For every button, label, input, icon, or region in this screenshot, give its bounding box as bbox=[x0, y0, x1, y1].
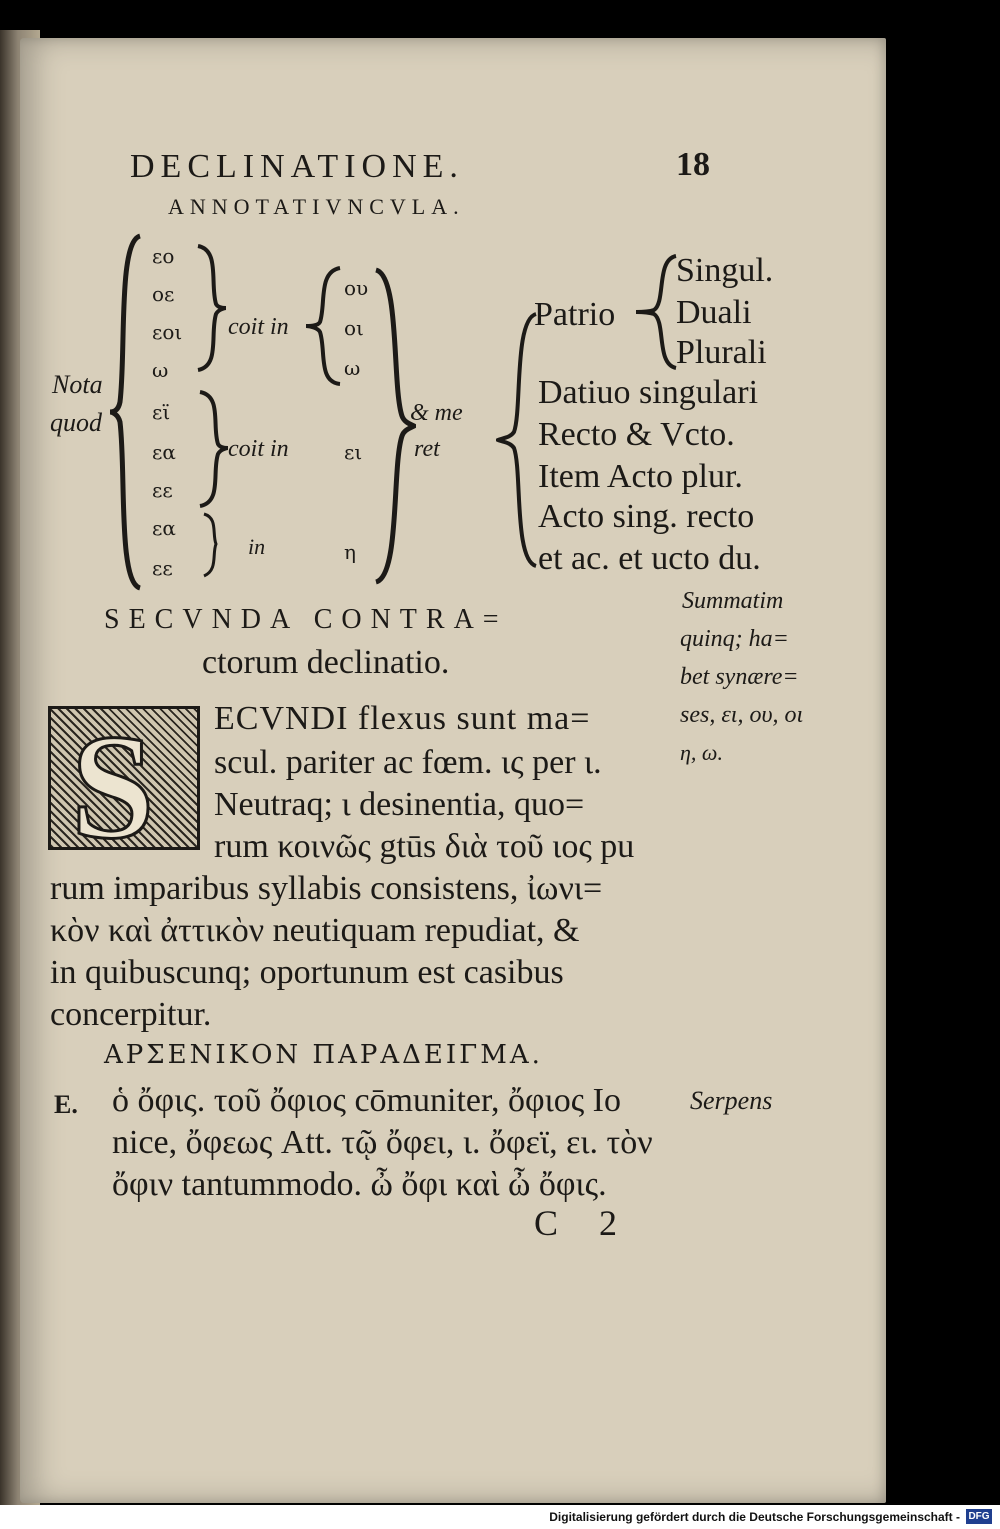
coit-in-label-2: coit in bbox=[228, 436, 289, 462]
running-title: DECLINATIONE. bbox=[130, 148, 464, 185]
footer-text: Digitalisierung gefördert durch die Deutsche Forschungsgemeinschaft - bbox=[549, 1510, 960, 1524]
dfg-logo: DFG bbox=[966, 1509, 992, 1524]
table-line-4: Acto sing. recto bbox=[538, 498, 755, 535]
paradigm-line-1: ὁ ὄφις. τοῦ ὄφιος cōmuniter, ὄφιος Io bbox=[112, 1082, 622, 1119]
paradigm-line-3: ὄφιν tantummodo. ὦ ὄφι καὶ ὦ ὄφις. bbox=[112, 1166, 607, 1203]
subtitle: ANNOTATIVNCVLA. bbox=[168, 194, 465, 219]
margin-note-line-1: Summatim bbox=[682, 588, 784, 614]
cases-big-brace bbox=[496, 310, 540, 570]
quod-label: quod bbox=[50, 408, 102, 437]
vowel-8: εα bbox=[152, 516, 176, 540]
nota-label: Nota bbox=[52, 370, 103, 399]
vowel-3: εοι bbox=[152, 320, 183, 344]
vowel-1: εο bbox=[152, 244, 175, 268]
margin-note-serpens: Serpens bbox=[690, 1086, 773, 1115]
paragraph-line-7: in quibuscunq; oportunum est casibus bbox=[50, 954, 564, 991]
paragraph-line-5: rum imparibus syllabis consistens, ἰωνι= bbox=[50, 870, 603, 907]
left-brace bbox=[108, 232, 148, 592]
vowel-6: εα bbox=[152, 440, 176, 464]
paragraph-line-6: κὸν καὶ ἀττικὸν neutiquam repudiat, & bbox=[50, 912, 580, 949]
patrio-brace bbox=[632, 252, 680, 372]
result-brace bbox=[302, 266, 346, 386]
signature-mark: C 2 bbox=[534, 1203, 634, 1243]
margin-note-line-4: ses, ει, ου, οι bbox=[680, 702, 804, 728]
result-omega: ω bbox=[344, 356, 361, 380]
result-oi: οι bbox=[344, 316, 364, 340]
vowel-7: εε bbox=[152, 478, 173, 502]
table-line-3: Item Acto plur. bbox=[538, 458, 743, 495]
section-title-line-1: SECVNDA CONTRA= bbox=[104, 604, 508, 635]
et-me-label: & me bbox=[410, 400, 463, 426]
margin-note-line-2: quinq; ha= bbox=[680, 626, 789, 652]
paradigm-line-2: nice, ὄφεως Att. τῷ ὄφει, ι. ὄφεϊ, ει. τὸν bbox=[112, 1124, 653, 1161]
table-line-1: Datiuo singulari bbox=[538, 374, 759, 411]
margin-note-line-5: η, ω. bbox=[680, 740, 723, 765]
in-label: in bbox=[248, 534, 266, 559]
decorated-initial: S bbox=[48, 706, 200, 850]
result-eta: η bbox=[344, 540, 356, 564]
result-ou: ου bbox=[344, 276, 369, 300]
brace-group-3 bbox=[198, 512, 224, 578]
section-title-line-2: ctorum declinatio. bbox=[202, 644, 450, 681]
paragraph-line-8: concerpitur. bbox=[50, 996, 212, 1033]
footer-bar bbox=[0, 1505, 1000, 1529]
ret-label: ret bbox=[414, 436, 440, 462]
case-dual: Duali bbox=[676, 294, 752, 331]
case-plural: Plurali bbox=[676, 334, 767, 371]
margin-note-line-3: bet synære= bbox=[680, 664, 799, 690]
brace-group-2 bbox=[192, 390, 232, 508]
paradigm-title: ΑΡΣΕΝΙΚΟΝ ΠΑΡΑΔΕΙΓΜΑ. bbox=[104, 1040, 543, 1070]
brace-group-1 bbox=[190, 244, 230, 372]
paragraph-line-3: Neutraq; ι desinentia, quo= bbox=[214, 786, 585, 823]
patrio-label: Patrio bbox=[534, 296, 616, 333]
vowel-5: εϊ bbox=[152, 400, 171, 424]
paragraph-line-4: rum κοινῶς gtūs διὰ τοῦ ιος pu bbox=[214, 828, 635, 865]
vowel-9: εε bbox=[152, 556, 173, 580]
vowel-4: ω bbox=[152, 358, 169, 382]
paradigm-case-label: E. bbox=[54, 1090, 78, 1119]
paragraph-line-2: scul. pariter ac fœm. ις per ι. bbox=[214, 744, 602, 781]
case-singular: Singul. bbox=[676, 252, 774, 289]
table-line-2: Recto & Vcto. bbox=[538, 416, 735, 453]
result-ei: ει bbox=[344, 440, 363, 464]
vowel-2: οε bbox=[152, 282, 175, 306]
paragraph-line-1: ECVNDI flexus sunt ma= bbox=[214, 700, 591, 737]
table-line-5: et ac. et ucto du. bbox=[538, 540, 761, 577]
page-number: 18 bbox=[676, 146, 710, 183]
coit-in-label-1: coit in bbox=[228, 314, 289, 340]
